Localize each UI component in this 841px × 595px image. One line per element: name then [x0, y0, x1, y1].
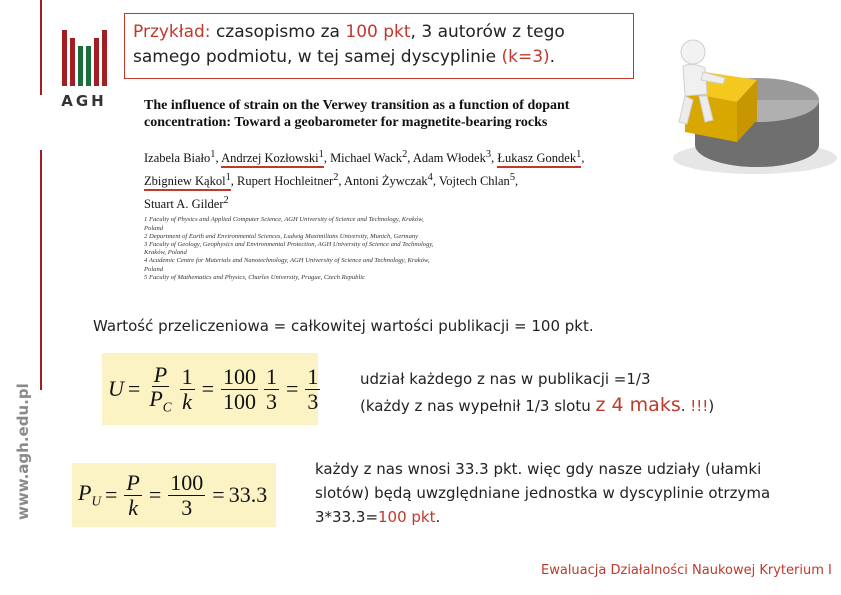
footer-title: Ewaluacja Działalności Naukowej Kryterium I: [541, 563, 832, 578]
affiliation: 5 Faculty of Mathematics and Physics, Charles University, Prague, Czech Republic: [144, 273, 366, 281]
paper-title: The influence of strain on the Verwey transition as a function of dopant concentration: Toward a geobarometer for magnetite-bearing rocks: [144, 98, 570, 130]
example-box: Przykład: czasopismo za 100 pkt, 3 autorów z tego samego podmiotu, w tej samej dyscyplinie (k=3).: [124, 13, 634, 79]
author: Antoni Żywczak: [343, 174, 428, 189]
affiliation: 3 Faculty of Geology, Geophysics and Environmental Protection, AGH University of Science and Technology, Kraków, Poland: [144, 241, 434, 257]
author: Vojtech Chlan: [438, 174, 510, 189]
author: Izabela Biało: [144, 151, 211, 166]
author-underlined: Łukasz Gondek$^1$: [497, 151, 581, 168]
contribution-text: każdy z nas wnosi 33.3 pkt. więc gdy nasze udziały (ułamki slotów) będą uwzględniane jednostka w dyscyplinie otrzyma 3*33.3=100 pkt.: [315, 460, 771, 526]
accent-line-top: [40, 0, 42, 95]
paper-excerpt: [144, 97, 594, 282]
author: Michael Wack: [330, 151, 403, 166]
example-points: 100 pkt: [345, 22, 411, 42]
agh-logo: [58, 30, 110, 110]
agh-logo-mark: [58, 30, 110, 86]
author: Rupert Hochleitner: [237, 174, 334, 189]
agh-logo-text: AGH: [61, 92, 107, 110]
affiliations: [144, 216, 434, 282]
pie-puzzle-illustration: [655, 10, 840, 185]
accent-line-bottom: [40, 150, 42, 390]
conversion-value-text: Wartość przeliczeniowa = całkowitej wartości publikacji = 100 pkt.: [93, 317, 594, 335]
formula-share: U = $\frac{P}{P_C}$ $\frac{1}{k}$ = $\frac{100}{100}$ $\frac{1}{3}$ = $\frac{1}{3}$: [102, 353, 318, 425]
formula-points: $P_U$ = $\frac{P}{k}$ = $\frac{100}{3}$ = 33.3: [72, 463, 276, 527]
example-label: Przykład:: [133, 22, 216, 42]
author: Stuart A. Gilder: [144, 197, 224, 212]
affiliation: 2 Department of Earth and Environmental Sciences, Ludwig Maximilians University, Munich, Germany: [144, 232, 419, 240]
author-underlined: Zbigniew Kąkol$^1$: [144, 174, 231, 191]
site-url: www.agh.edu.pl: [14, 383, 32, 520]
affiliation: 1 Faculty of Physics and Applied Computer Science, AGH University of Science and Technology, Kraków, Poland: [144, 216, 424, 232]
paper-authors: Izabela Biało$^1$, Andrzej Kozłowski$^1$, Michael Wack$^2$, Adam Włodek$^3$, Łukasz Gondek$^1$, Zbigniew Kąkol$^1$, Rupert Hochleitner$^2$, Antoni Żywczak$^4$, Vojtech Chlan$^5$, Stuart A. Gilder$^2$: [144, 149, 585, 212]
affiliation: 4 Academic Centre for Materials and Nanotechnology, AGH University of Science and Technology, Kraków, Poland: [144, 257, 430, 273]
author: Adam Włodek: [412, 151, 486, 166]
example-k: (k=3): [501, 47, 550, 67]
share-text: udział każdego z nas w publikacji =1/3 (każdy z nas wypełnił 1/3 slotu z 4 maks. !!!): [360, 370, 715, 416]
author-underlined: Andrzej Kozłowski$^1$: [221, 151, 324, 168]
